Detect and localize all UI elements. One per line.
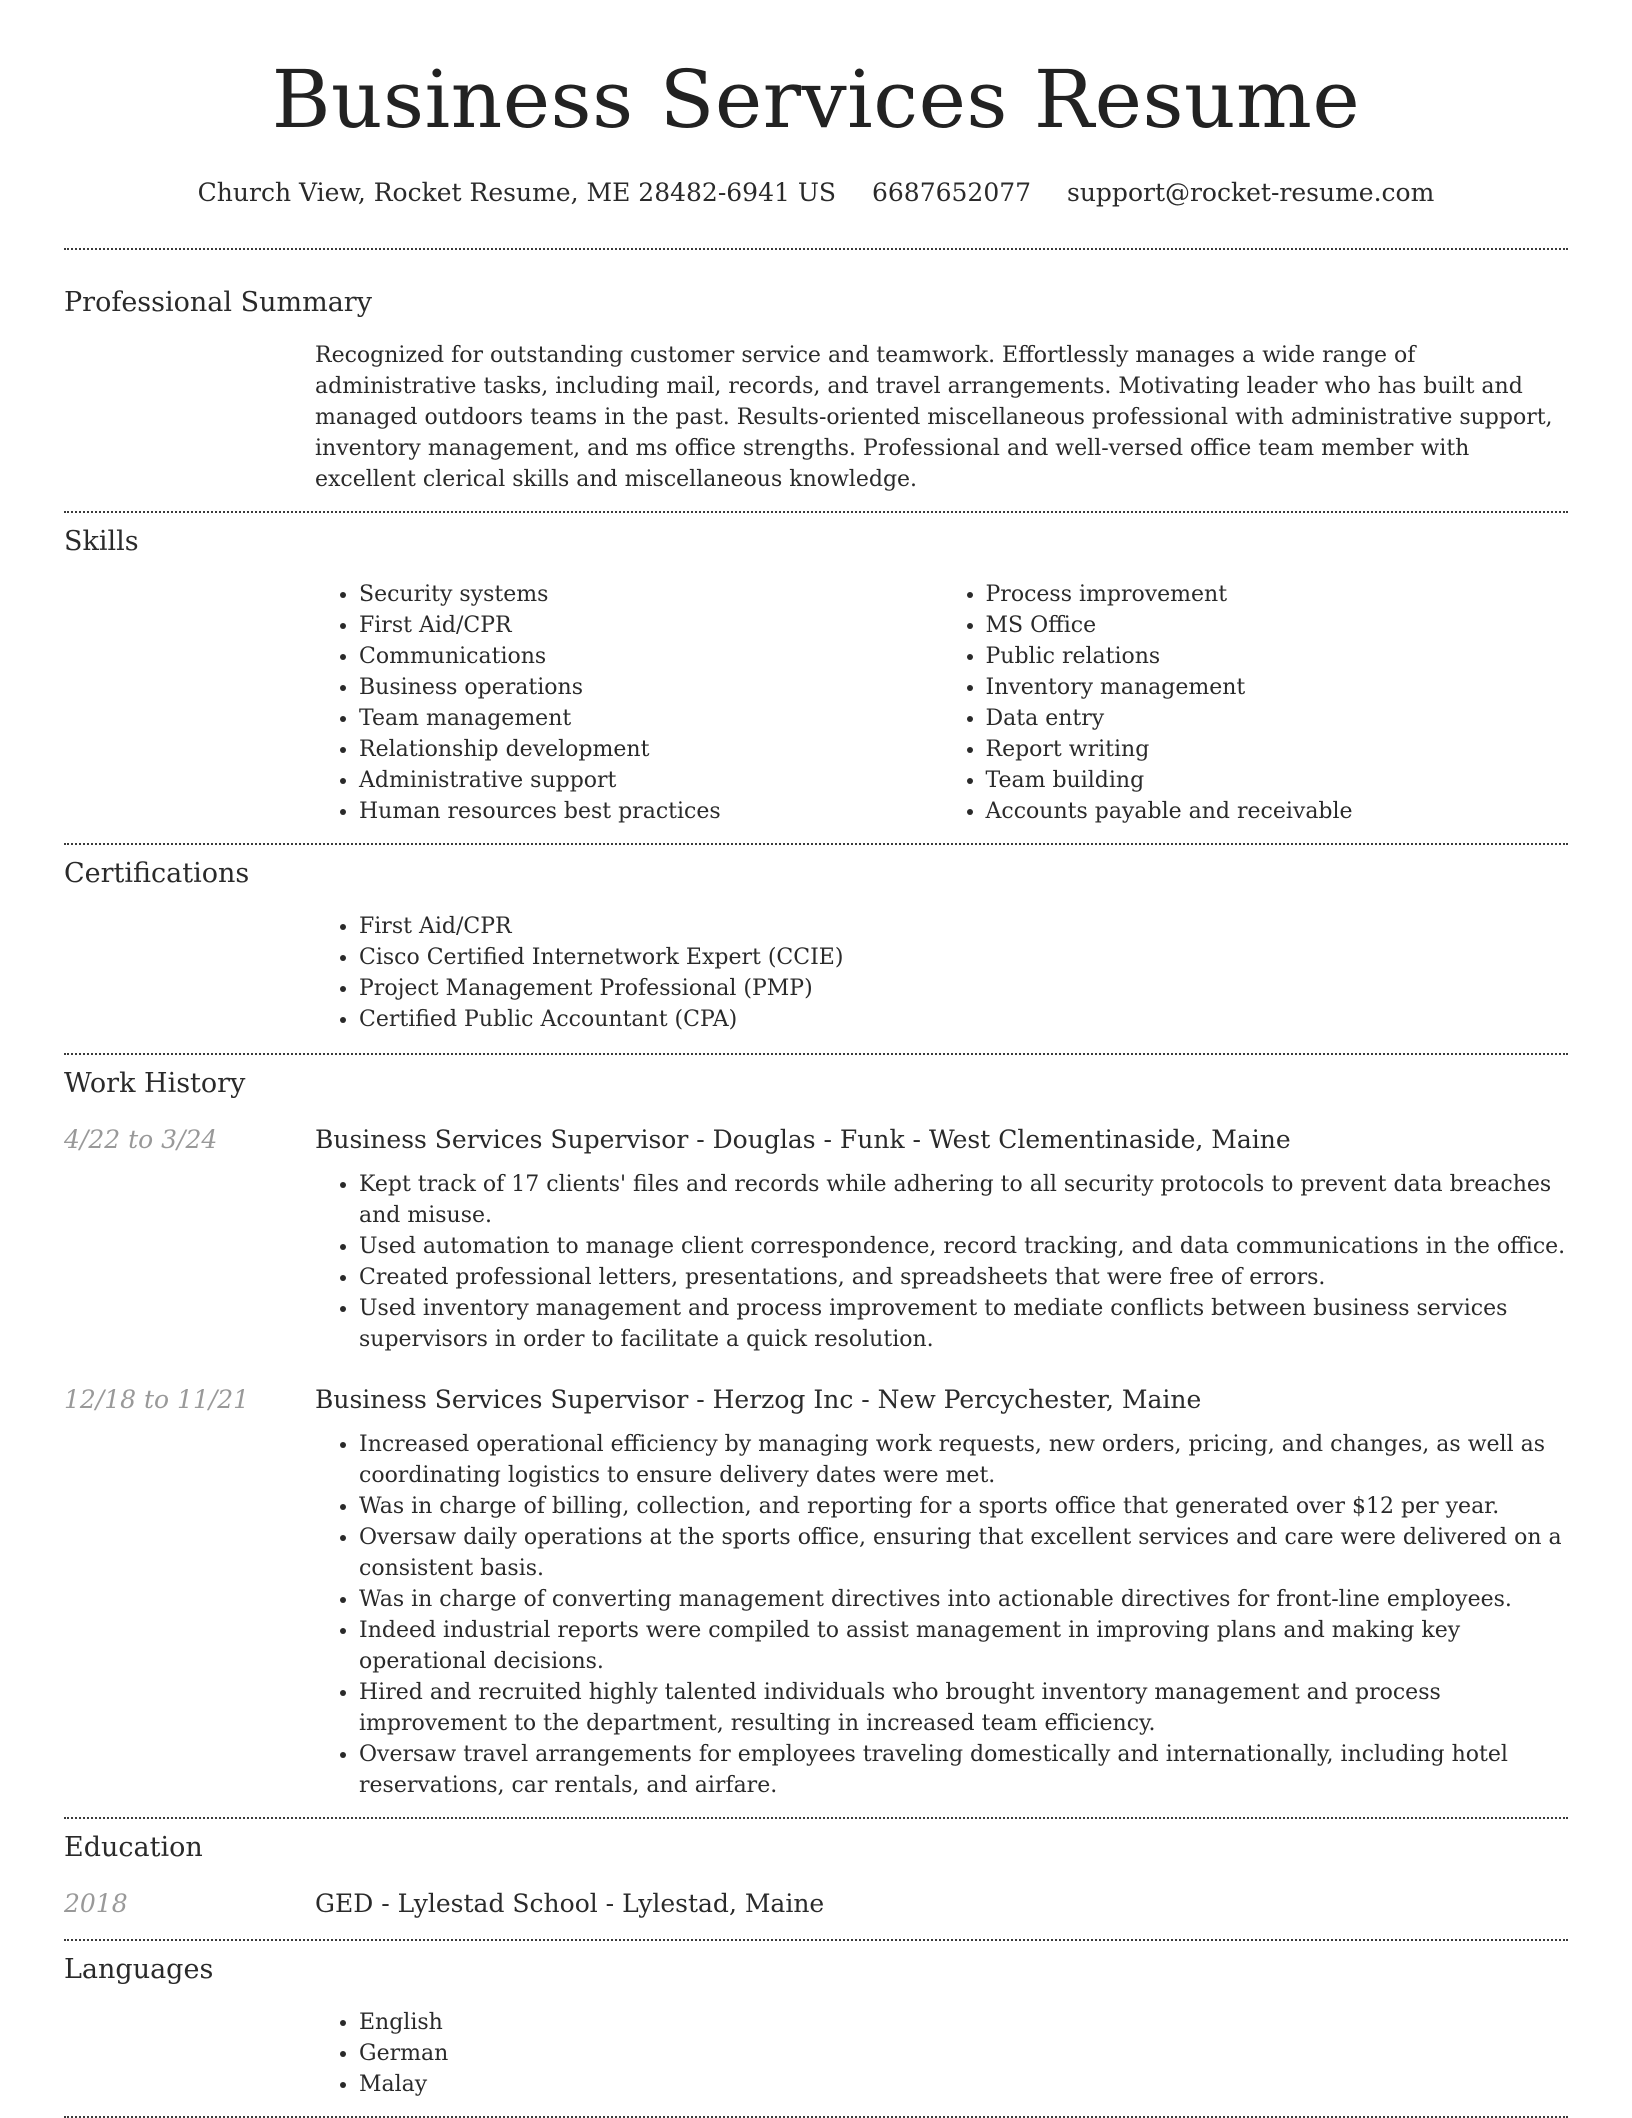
list-item: • Team management (359, 703, 942, 734)
list-item: • Inventory management (986, 672, 1569, 703)
languages-section (64, 1941, 1568, 2116)
certifications-list (315, 911, 1568, 1035)
list-item: • Created professional letters, presentations, and spreadsheets that were free of errors. (359, 1262, 1568, 1293)
languages-heading: Languages (64, 1954, 214, 1985)
education-year: 2018 (64, 1889, 128, 1918)
list-item: • Was in charge of billing, collection, and reporting for a sports office that generated over $12 per year. (359, 1491, 1568, 1522)
list-item: • Accounts payable and receivable (986, 796, 1569, 827)
job-dates: 4/22 to 3/24 (64, 1125, 218, 1154)
contact-phone: 6687652077 (871, 178, 1032, 207)
summary-text: Recognized for outstanding customer service and teamwork. Effortlessly manages a wide range of administrative tasks, including mail, records, and travel arrangements. Motivating leader who has built and managed outdoors teams in the past. Results-oriented miscellaneous professional with administrative support, inventory management, and ms office strengths. Professional and well-versed office team member with excellent clerical skills and miscellaneous knowledge. (315, 343, 1553, 492)
list-item: • First Aid/CPR (359, 911, 1568, 942)
job-bullets-wrap (315, 1169, 1568, 1355)
list-item: • Business operations (359, 672, 942, 703)
list-item: • Kept track of 17 clients' files and records while adhering to all security protocols to prevent data breaches and misuse. (359, 1169, 1568, 1231)
list-item: • First Aid/CPR (359, 610, 942, 641)
list-item: • Report writing (986, 734, 1569, 765)
list-item: • Cisco Certified Internetwork Expert (CCIE) (359, 942, 1568, 973)
job-bullets (315, 1429, 1568, 1801)
list-item: • Certified Public Accountant (CPA) (359, 1004, 1568, 1035)
summary-heading: Professional Summary (64, 287, 372, 318)
languages-list (315, 2007, 1568, 2100)
list-item: • Oversaw daily operations at the sports office, ensuring that excellent services and care were delivered on a consistent basis. (359, 1522, 1568, 1584)
contact-email: support@rocket-resume.com (1067, 178, 1435, 207)
skills-list-left (315, 579, 942, 827)
list-item: • Communications (359, 641, 942, 672)
list-item: • Used automation to manage client correspondence, record tracking, and data communications in the office. (359, 1231, 1568, 1262)
list-item: • Administrative support (359, 765, 942, 796)
list-item: • Public relations (986, 641, 1569, 672)
list-item: • Project Management Professional (PMP) (359, 973, 1568, 1004)
list-item: • Was in charge of converting management directives into actionable directives for front-line employees. (359, 1584, 1568, 1615)
job-title: Business Services Supervisor - Herzog Inc - New Percychester, Maine (315, 1385, 1202, 1414)
job-header (64, 1123, 1568, 1157)
job-bullets-wrap (315, 1429, 1568, 1817)
list-item: • Hired and recruited highly talented individuals who brought inventory management and process improvement to the department, resulting in increased team efficiency. (359, 1677, 1568, 1739)
list-item: • Team building (986, 765, 1569, 796)
list-item: • German (359, 2038, 1568, 2069)
job-header (64, 1383, 1568, 1417)
list-item: • Indeed industrial reports were compiled to assist management in improving plans and making key operational decisions. (359, 1615, 1568, 1677)
summary-section (64, 250, 1568, 511)
list-item: • Used inventory management and process improvement to mediate conflicts between business services supervisors in order to facilitate a quick resolution. (359, 1293, 1568, 1355)
contact-address: Church View, Rocket Resume, ME 28482-6941 US (197, 178, 837, 207)
list-item: • English (359, 2007, 1568, 2038)
resume-title: Business Services Resume (271, 53, 1361, 146)
skills-section (64, 513, 1568, 843)
list-item: • Relationship development (359, 734, 942, 765)
job-dates: 12/18 to 11/21 (64, 1385, 250, 1414)
skills-columns (315, 579, 1568, 843)
job-title: Business Services Supervisor - Douglas - Funk - West Clementinaside, Maine (315, 1125, 1291, 1154)
list-item: • Oversaw travel arrangements for employees traveling domestically and internationally, including hotel reservations, car rentals, and airfare. (359, 1739, 1568, 1801)
list-item: • Process improvement (986, 579, 1569, 610)
certifications-list-wrap (315, 911, 1568, 1053)
certifications-section (64, 845, 1568, 1053)
work-section (64, 1055, 1568, 1817)
job-bullets (315, 1169, 1568, 1355)
list-item: • Increased operational efficiency by managing work requests, new orders, pricing, and changes, as well as coordinating logistics to ensure delivery dates were met. (359, 1429, 1568, 1491)
skills-heading: Skills (64, 526, 139, 557)
list-item: • Human resources best practices (359, 796, 942, 827)
certifications-heading: Certifications (64, 858, 250, 889)
languages-list-wrap (315, 2007, 1568, 2116)
list-item: • Malay (359, 2069, 1568, 2100)
education-entry (64, 1887, 1568, 1939)
list-item: • Security systems (359, 579, 942, 610)
education-heading: Education (64, 1832, 203, 1863)
job-entry (64, 1383, 1568, 1817)
list-item: • MS Office (986, 610, 1569, 641)
list-item: • Data entry (986, 703, 1569, 734)
work-heading: Work History (64, 1068, 246, 1099)
education-section (64, 1819, 1568, 1939)
skills-list-right (942, 579, 1569, 827)
job-entry (64, 1123, 1568, 1355)
contact-line (64, 176, 1568, 210)
education-detail: GED - Lylestad School - Lylestad, Maine (315, 1889, 825, 1918)
